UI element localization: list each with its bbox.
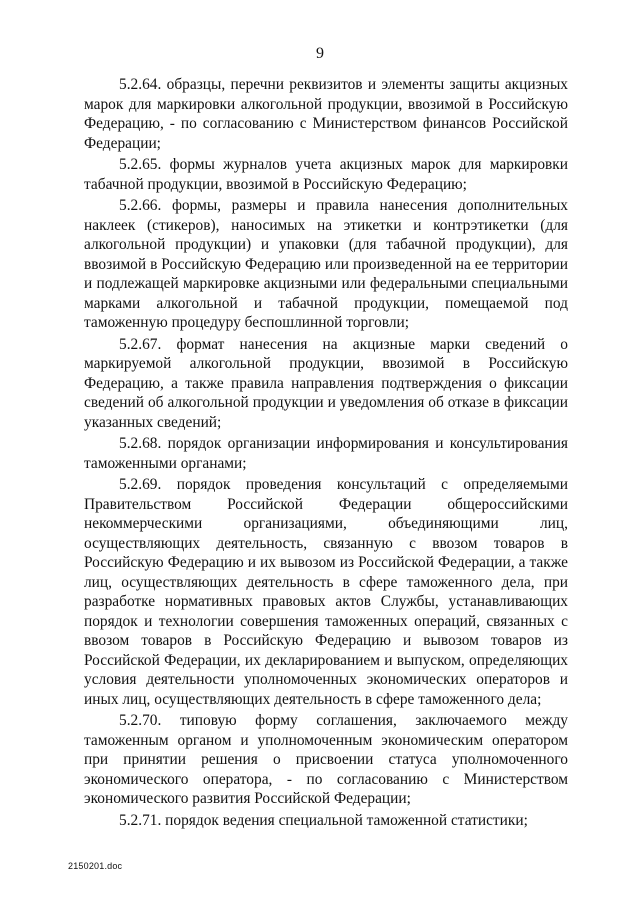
paragraph-5-2-70: 5.2.70. типовую форму соглашения, заключаемого между таможенным органом и уполномоченным экономическим оператором при принятии решения о присвоении статуса уполномоченного экономического оператора, - по согласованию с Министерством экономического развития Российской Федерации; (84, 712, 568, 807)
paragraph-5-2-69: 5.2.69. порядок проведения консультаций с определяемыми Правительством Российской Федерации общероссийскими некоммерческими организациями, объединяющими лиц, осуществляющих деятельность, связанную с ввозом товаров в Российскую Федерацию и их вывозом из Российской Федерации, а также лиц, осуществляющих деятельность в сфере таможенного дела, при разработке нормативных правовых актов Службы, устанавливающих порядок и технологии совершения таможенных операций, связанных с ввозом товаров в Российскую Федерацию и вывозом товаров из Российской Федерации, их декларированием и выпуском, определяющих условия деятельности уполномоченных экономических операторов и иных лиц, осуществляющих деятельность в сфере таможенного дела; (84, 476, 568, 708)
paragraph-5-2-66: 5.2.66. формы, размеры и правила нанесения дополнительных наклеек (стикеров), наносимых на этикетки и контрэтикетки (для алкогольной продукции) и упаковки (для табачной продукции), для ввозимой в Российскую Федерацию или произведенной на ее территории и подлежащей маркировке акцизными или федеральными специальными марками алкогольной и табачной продукции, помещаемой под таможенную процедуру беспошлинной торговли; (84, 197, 568, 331)
footer-filename: 2150201.doc (68, 861, 123, 871)
document-body (84, 75, 568, 832)
page-number: 9 (316, 45, 324, 62)
paragraph-5-2-65: 5.2.65. формы журналов учета акцизных марок для маркировки табачной продукции, ввозимой в Российскую Федерацию; (84, 156, 568, 193)
paragraph-5-2-67: 5.2.67. формат нанесения на акцизные марки сведений о маркируемой алкогольной продукции, ввозимой в Российскую Федерацию, а также правила направления подтверждения о фиксации сведений об алкогольной продукции и уведомления об отказе в фиксации указанных сведений; (84, 335, 568, 431)
paragraph-5-2-64: 5.2.64. образцы, перечни реквизитов и элементы защиты акцизных марок для маркировки алкогольной продукции, ввозимой в Российскую Федерацию, - по согласованию с Министерством финансов Российской Федерации; (84, 76, 568, 152)
paragraph-5-2-71: 5.2.71. порядок ведения специальной таможенной статистики; (119, 811, 528, 829)
paragraph-5-2-68: 5.2.68. порядок организации информирования и консультирования таможенными органами; (84, 435, 568, 472)
